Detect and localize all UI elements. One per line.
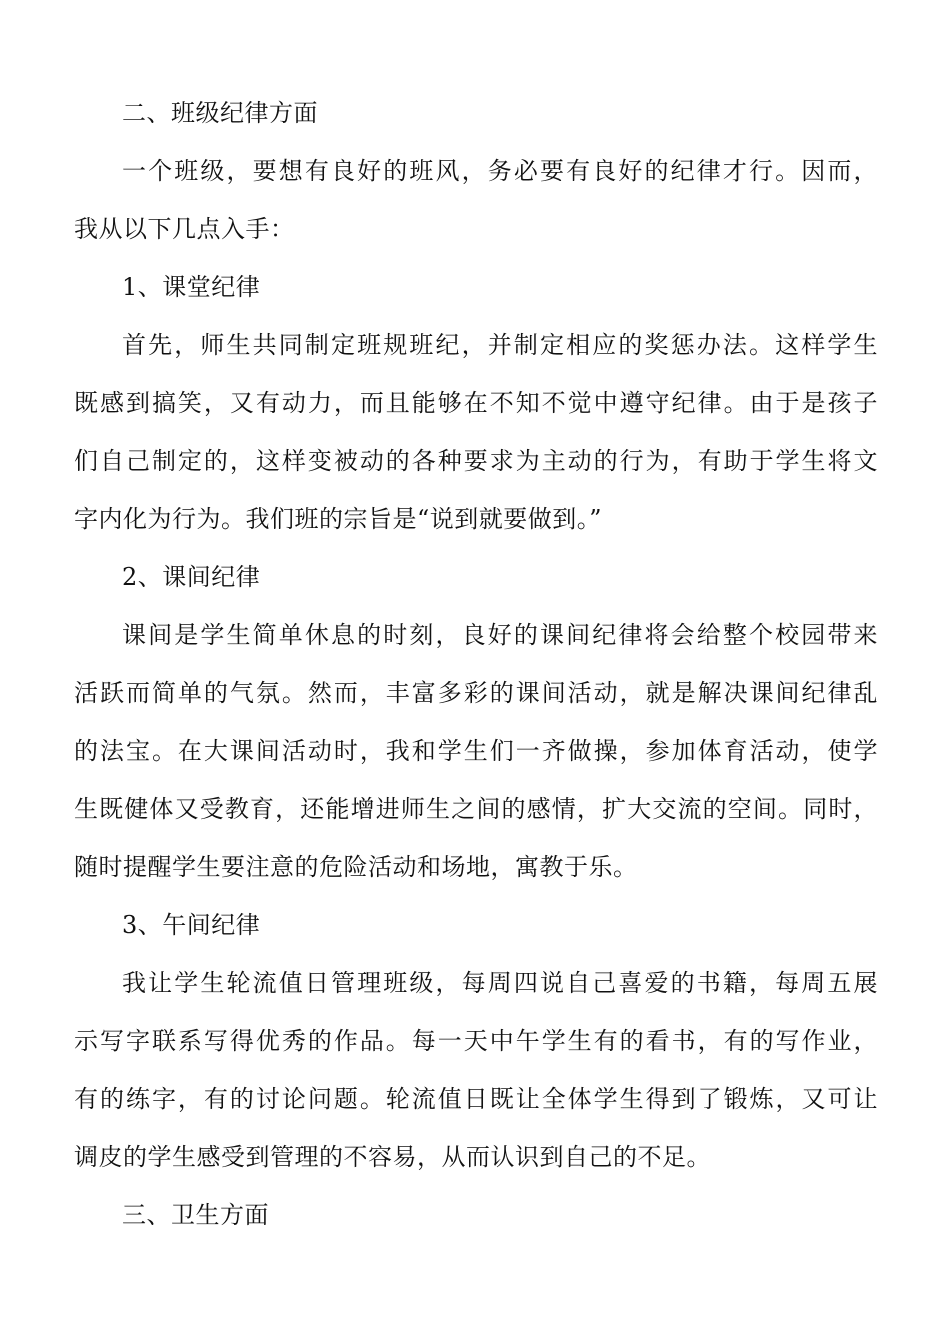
section-heading-discipline: 二、班级纪律方面 (122, 99, 318, 127)
paragraph-line: 课间是学生简单休息的时刻，良好的课间纪律将会给整个校园带来 (122, 621, 878, 649)
paragraph-line: 活跃而简单的气氛。然而，丰富多彩的课间活动，就是解决课间纪律乱 (74, 679, 878, 707)
paragraph-line: 字内化为行为。我们班的宗旨是“说到就要做到。” (74, 505, 603, 533)
subheading-classroom-discipline: 1、课堂纪律 (122, 273, 261, 301)
paragraph-line: 既感到搞笑，又有动力，而且能够在不知不觉中遵守纪律。由于是孩子 (74, 389, 878, 417)
paragraph-line: 示写字联系写得优秀的作品。每一天中午学生有的看书，有的写作业， (74, 1027, 878, 1055)
section-heading-hygiene: 三、卫生方面 (122, 1201, 269, 1229)
paragraph-line: 的法宝。在大课间活动时，我和学生们一齐做操，参加体育活动，使学 (74, 737, 878, 765)
paragraph-line: 我让学生轮流值日管理班级，每周四说自己喜爱的书籍，每周五展 (122, 969, 878, 997)
subheading-break-discipline: 2、课间纪律 (122, 563, 261, 591)
paragraph-line: 首先，师生共同制定班规班纪，并制定相应的奖惩办法。这样学生 (122, 331, 878, 359)
paragraph-line: 随时提醒学生要注意的危险活动和场地，寓教于乐。 (74, 853, 638, 881)
paragraph-line: 调皮的学生感受到管理的不容易，从而认识到自己的不足。 (74, 1143, 711, 1171)
paragraph-line: 生既健体又受教育，还能增进师生之间的感情，扩大交流的空间。同时， (74, 795, 878, 823)
subheading-noon-discipline: 3、午间纪律 (122, 911, 261, 939)
paragraph-line: 一个班级，要想有良好的班风，务必要有良好的纪律才行。因而， (122, 157, 878, 185)
paragraph-line: 有的练字，有的讨论问题。轮流值日既让全体学生得到了锻炼，又可让 (74, 1085, 878, 1113)
paragraph-line: 们自己制定的，这样变被动的各种要求为主动的行为，有助于学生将文 (74, 447, 878, 475)
paragraph-line: 我从以下几点入手： (74, 215, 295, 243)
